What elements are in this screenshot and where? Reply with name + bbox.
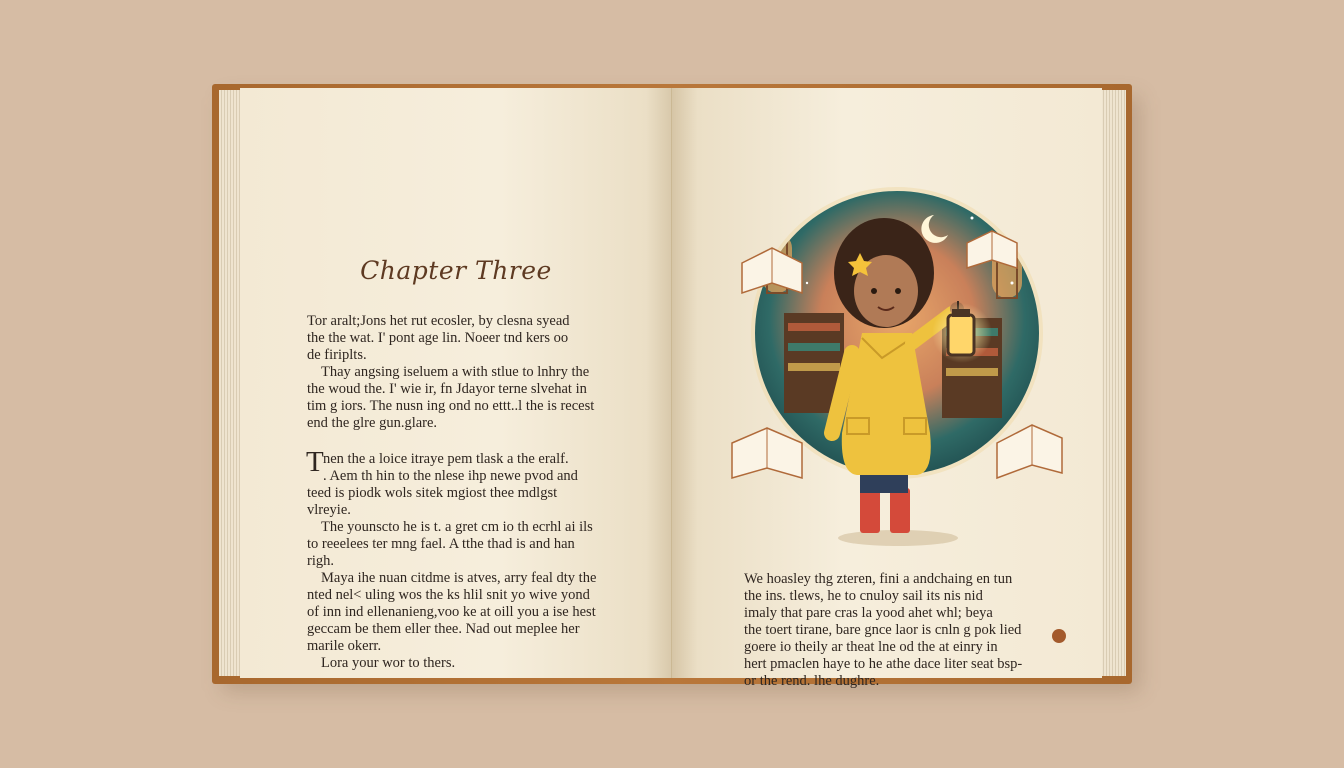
text-line: geccam be them eller thee. Nad out meplee her: [307, 621, 580, 637]
text-line: the woud the. I' wie ir, fn Jdayor terne slvehat in: [307, 381, 587, 397]
left-page[interactable]: [240, 88, 672, 678]
text-line: . Aem th hin to the nlese ihp newe pvod and: [323, 468, 578, 484]
text-line: imaly that pare cras la yood ahet whl; beya: [744, 605, 993, 621]
text-line: marile okerr.: [307, 638, 382, 654]
right-page[interactable]: [672, 88, 1102, 689]
text-line: teed is piodk wols sitek mgiost thee mdlgst: [307, 485, 558, 501]
text-line: to reeelees ter mng fael. A tthe thad is and han: [307, 536, 575, 552]
text-line: We hoasley thg zteren, fini a andchaing en tun: [744, 571, 1013, 587]
paragraph-1: [307, 313, 594, 432]
text-line: of inn ind ellenanieng,voo ke at oill you a ise hest: [307, 604, 596, 620]
text-line: vlreyie.: [307, 502, 351, 518]
text-line: the the wat. I' pont age lin. Noeer tnd kers oo: [307, 330, 569, 346]
text-line: tim g iors. The nusn ing ond no ettt..l the is recest: [307, 398, 595, 414]
text-line: Maya ihe nuan citdme is atves, arry feal dty the: [321, 570, 597, 586]
text-line: the toert tirane, bare gnce laor is cnln g pok lied: [744, 622, 1022, 638]
page-marker-dot[interactable]: [1052, 629, 1066, 643]
page-edges-right: [1100, 90, 1126, 676]
text-line: hert pmaclen haye to he athe dace liter seat bsp-: [744, 656, 1023, 672]
text-line: The younscto he is t. a gret cm io th ecrhl ai ils: [321, 519, 593, 535]
text-line: de firiplts.: [307, 347, 367, 363]
text-line: Lora your wor to thers.: [321, 655, 456, 671]
paragraph-2: [307, 451, 596, 672]
chapter-title: Chapter Three: [360, 256, 552, 285]
text-line: Tor aralt;Jons het rut ecosler, by clesna syead: [307, 313, 570, 329]
text-line: righ.: [307, 553, 334, 569]
illustration-girl-with-lantern: [712, 143, 1082, 563]
text-line: or the rend. lhe dughre.: [744, 673, 880, 689]
drop-cap: T: [306, 446, 324, 478]
text-line: nen the a loice itraye pem tlask a the eralf.: [323, 451, 569, 467]
text-line: end the glre gun.glare.: [307, 415, 438, 431]
text-line: Thay angsing iseluem a with stlue to lnhry the: [321, 364, 590, 380]
paragraph-3: [744, 571, 1022, 690]
text-line: nted nel< uling wos the ks hlil snit yo wive yond: [307, 587, 590, 603]
text-line: goere io theily ar theat lne od the at einry in: [744, 639, 998, 655]
text-line: the ins. tlews, he to cnuloy sail its nis nid: [744, 588, 983, 604]
